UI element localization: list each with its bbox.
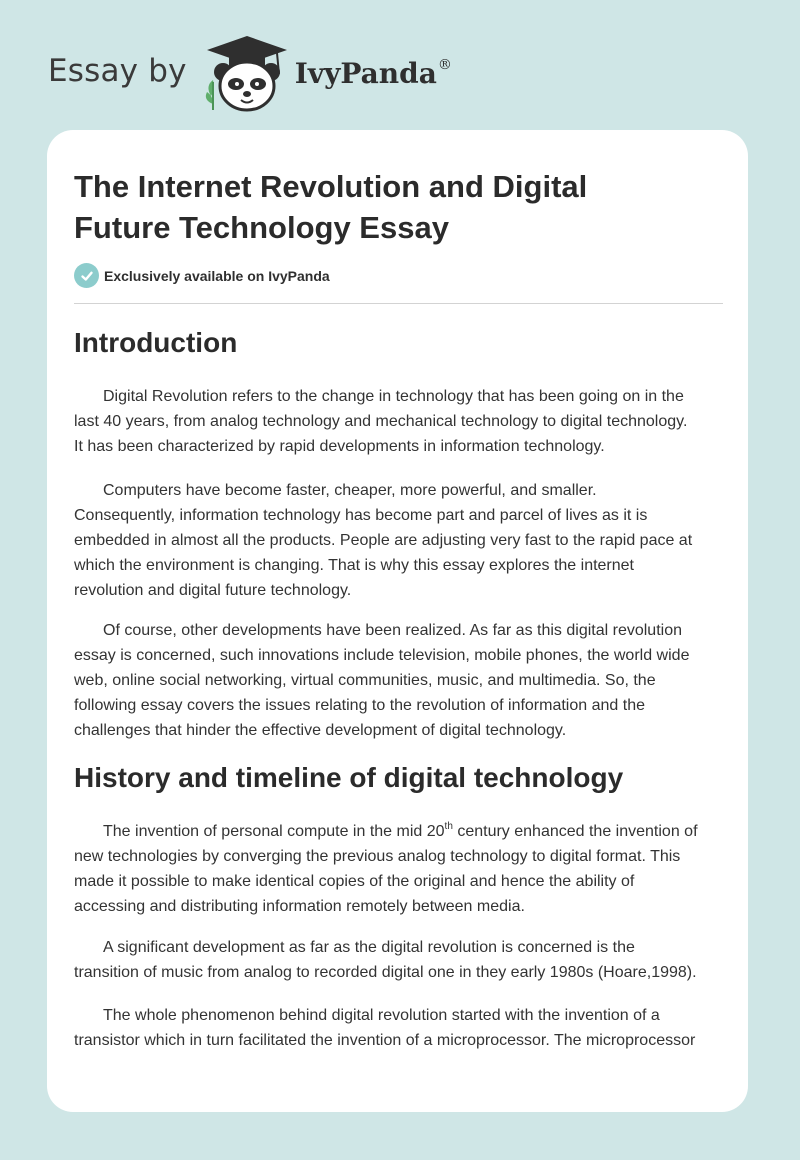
panda-logo-icon [201,34,293,114]
title-divider [74,303,723,304]
essay-card [47,130,748,1112]
paragraph: Digital Revolution refers to the change in technology that has been going on in the last 40 years, from analog technology and mechanical technology to digital technology. It has been characterized by rapid developments in information technology. [74,388,688,455]
exclusive-badge [74,263,330,288]
title-line: Future Technology Essay [74,210,449,245]
brand-header [48,34,452,114]
paragraph: The invention of personal compute in the mid 20th century enhanced the invention of new technologies by converging the previous analog technology to digital format. This made it possible to make identical copies of the original and hence the ability of accessing and distributing information remotely between media. [74,821,698,915]
paragraph: Computers have become faster, cheaper, more powerful, and smaller. Consequently, information technology has become part and parcel of lives as it is embedded in almost all the products. People are adjusting very fast to the rapid pace at which the environment is changing. That is why this essay explores the internet revolution and digital future technology. [74,482,693,599]
title-line: The Internet Revolution and Digital [74,169,588,204]
exclusive-badge-text: Exclusively available on IvyPanda [104,267,330,284]
section-heading-introduction: Introduction [74,327,238,358]
paragraph: The whole phenomenon behind digital revolution started with the invention of a transistor which in turn facilitated the invention of a microprocessor. The microprocessor [74,1007,696,1049]
essay-title [74,166,724,248]
paragraph: A significant development as far as the digital revolution is concerned is the transition of music from analog to recorded digital one in they early 1980s (Hoare,1998). [74,939,697,981]
section-heading-history: History and timeline of digital technology [74,762,624,793]
ivypanda-wordmark: IvyPanda® [294,56,452,90]
paragraph: Of course, other developments have been realized. As far as this digital revolution essay is concerned, such innovations include television, mobile phones, the world wide web, online social networking, virtual communities, music, and multimedia. So, the following essay covers the issues relating to the revolution of information and the challenges that hinder the effective development of digital technology. [74,622,690,739]
essay-by-label: Essay by [48,53,187,89]
check-circle-icon [74,263,99,288]
